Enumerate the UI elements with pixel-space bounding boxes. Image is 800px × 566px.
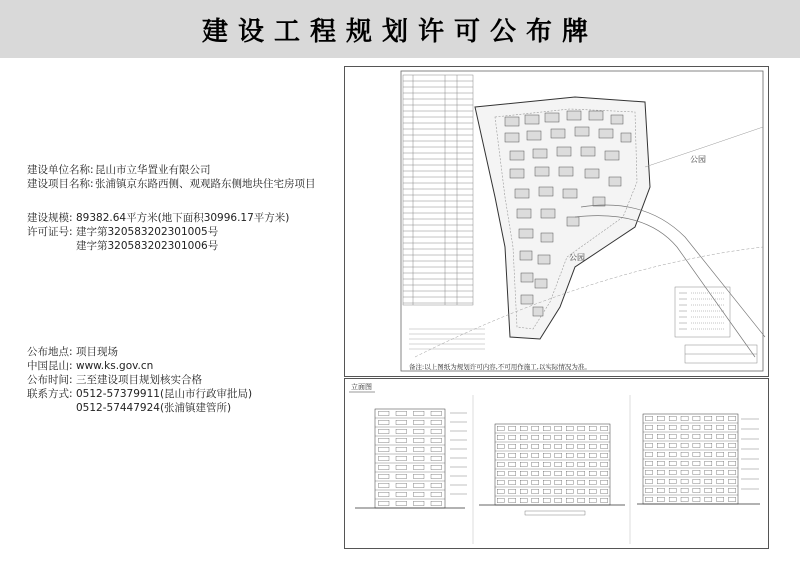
permit-number-2: 建字第320583202301006号: [76, 240, 219, 252]
elevation-1: [355, 409, 467, 508]
elevation-2: [479, 424, 625, 515]
scale-value: 89382.64平方米(地下面积30996.17平方米): [76, 212, 290, 224]
elevation-panel: [344, 378, 769, 549]
park-label-2: 公园: [690, 155, 706, 164]
project-label: 建设项目名称:: [27, 178, 94, 190]
info-block-permit: [27, 211, 289, 253]
permit-number-1: 建字第320583202301005号: [76, 226, 219, 238]
info-row-contact: [27, 387, 252, 401]
contact-2: 0512-57447924(张浦镇建管所): [76, 402, 232, 414]
site-notes: [409, 329, 485, 349]
site-plan-drawing: [345, 67, 768, 376]
info-block-project: [27, 163, 316, 191]
info-row-time: [27, 373, 252, 387]
elevation-3: [637, 414, 760, 504]
permit-label: 许可证号:: [27, 226, 73, 238]
location-value: 项目现场: [76, 346, 118, 358]
info-row-project: [27, 177, 316, 191]
info-row-permit-2: [27, 239, 289, 253]
time-label: 公布时间:: [27, 374, 73, 386]
info-row-unit: [27, 163, 316, 177]
elevation-drawing: [345, 379, 768, 548]
location-label: 公布地点:: [27, 346, 73, 358]
info-block-publication: [27, 345, 252, 415]
elevation-heading: 立面图: [351, 383, 372, 391]
contact-1: 0512-57379911(昆山市行政审批局): [76, 388, 253, 400]
unit-value: 昆山市立华置业有限公司: [95, 164, 211, 176]
website-label: 中国昆山:: [27, 360, 73, 372]
time-value: 三至建设项目规划核实合格: [76, 374, 202, 386]
project-value: 张浦镇京东路西侧、观观路东侧地块住宅房项目: [95, 178, 316, 190]
info-row-location: [27, 345, 252, 359]
title-bar: [0, 0, 800, 58]
unit-label: 建设单位名称:: [27, 164, 94, 176]
park-label-1: 公园: [569, 253, 585, 262]
info-row-scale: [27, 211, 289, 225]
title-block: [685, 345, 757, 363]
info-row-website: [27, 359, 252, 373]
info-row-contact-2: [27, 401, 252, 415]
contact-label: 联系方式:: [27, 388, 73, 400]
website-link[interactable]: www.ks.gov.cn: [76, 360, 154, 372]
site-plan-panel: [344, 66, 769, 377]
legend-box: [675, 287, 730, 337]
scale-label: 建设规模:: [27, 212, 73, 224]
page-title: 建设工程规划许可公布牌: [201, 16, 598, 47]
site-plan-note: 备注:以上图纸为规划许可内容,不可用作施工,以实际情况为准。: [409, 363, 591, 371]
site-plan-data-table: [403, 75, 473, 305]
info-row-permit: [27, 225, 289, 239]
